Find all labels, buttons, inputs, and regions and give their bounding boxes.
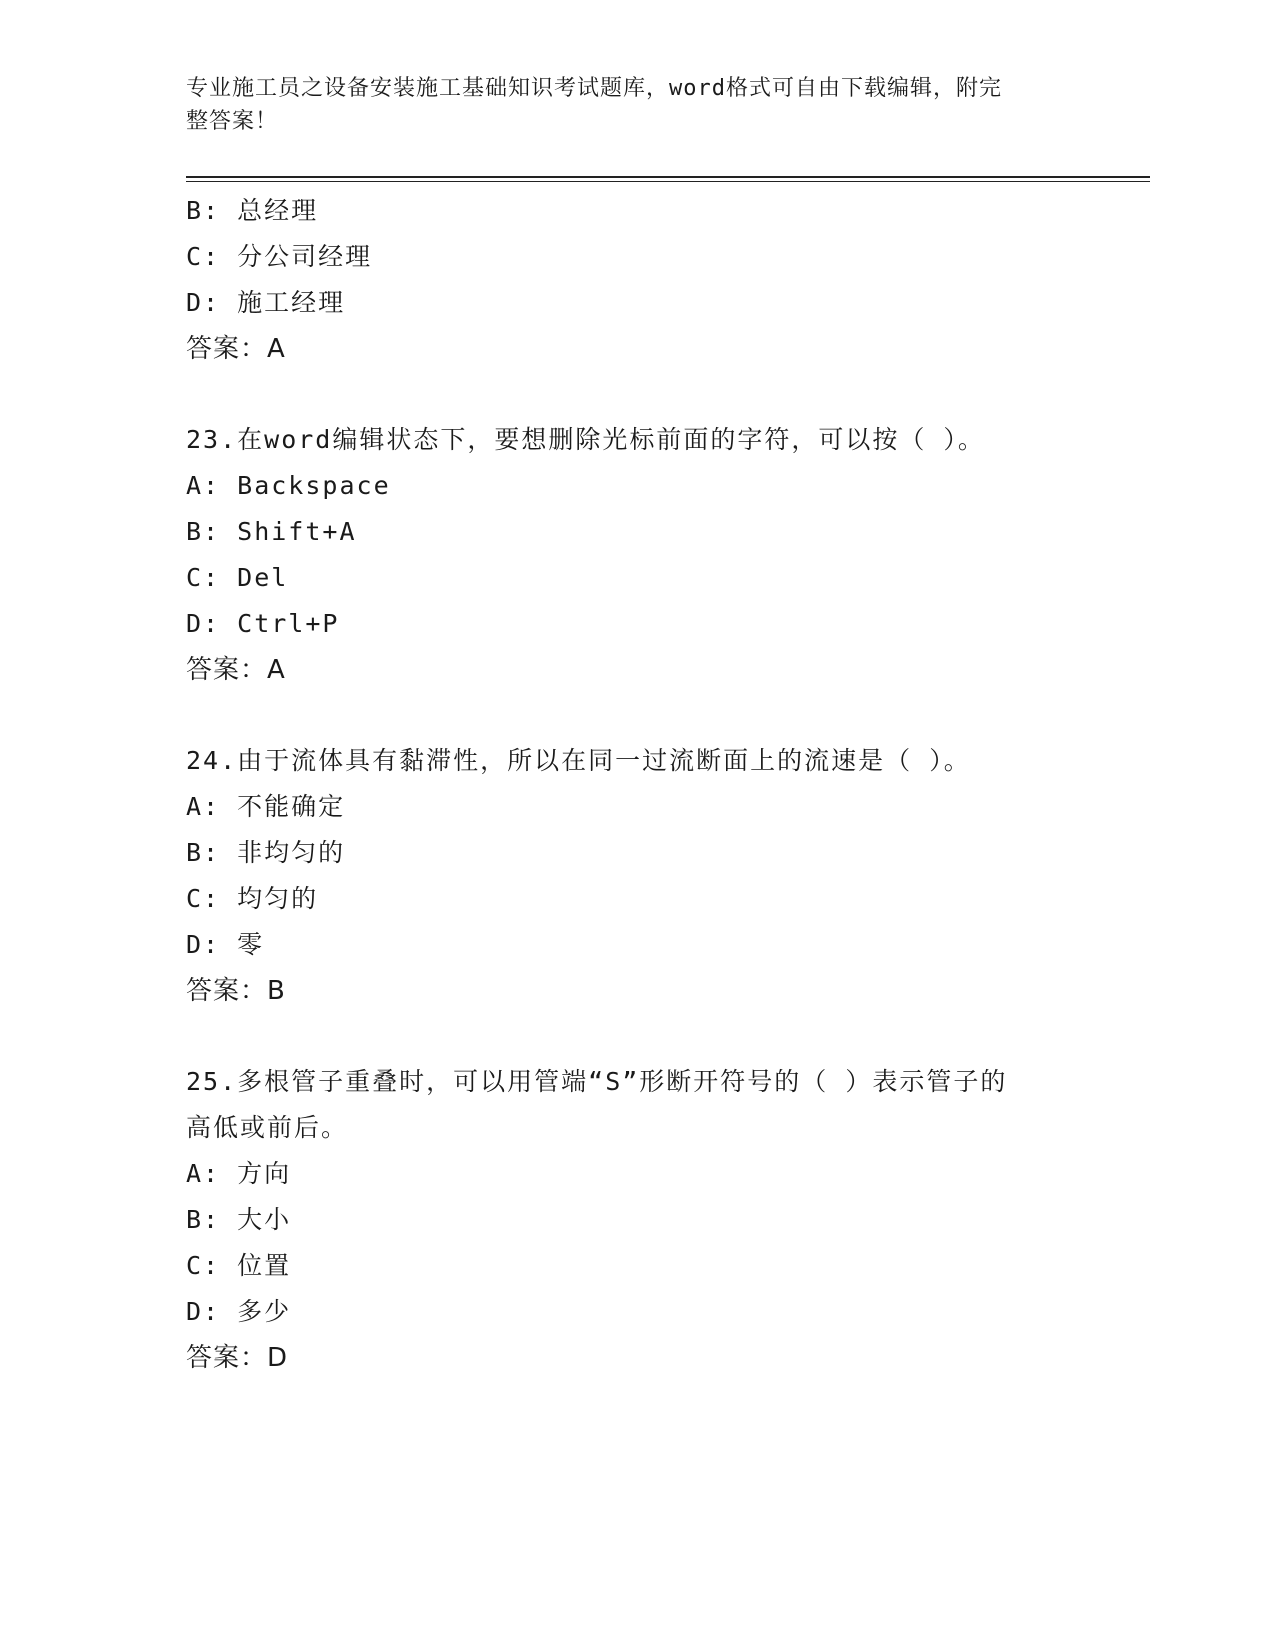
header-title-line-1: 专业施工员之设备安装施工基础知识考试题库，word格式可自由下载编辑，附完 xyxy=(186,76,1002,101)
question-block-continued xyxy=(186,188,1086,372)
option-d: D: 施工经理 xyxy=(186,288,346,317)
option-c: C: Del xyxy=(186,563,289,592)
question-text-line-2: 高低或前后。 xyxy=(186,1113,349,1142)
option-d: D: Ctrl+P xyxy=(186,609,340,638)
header-divider-thick xyxy=(186,176,1150,178)
page-header xyxy=(186,72,1066,138)
option-a: A: Backspace xyxy=(186,471,391,500)
question-list xyxy=(186,188,1086,1381)
option-d: D: 零 xyxy=(186,930,265,959)
question-block-25 xyxy=(186,1059,1086,1381)
question-text: 24.由于流体具有黏滞性，所以在同一过流断面上的流速是（ ）。 xyxy=(186,746,971,775)
option-b: B: Shift+A xyxy=(186,517,357,546)
option-c: C: 分公司经理 xyxy=(186,242,373,271)
option-a: A: 不能确定 xyxy=(186,792,346,821)
answer-line: 答案：D xyxy=(186,1343,289,1373)
option-b: B: 大小 xyxy=(186,1205,292,1234)
option-b: B: 非均匀的 xyxy=(186,838,346,867)
question-text: 23.在word编辑状态下，要想删除光标前面的字符，可以按（ ）。 xyxy=(186,425,985,454)
option-d: D: 多少 xyxy=(186,1297,292,1326)
option-c: C: 位置 xyxy=(186,1251,292,1280)
option-a: A: 方向 xyxy=(186,1159,292,1188)
header-title-line-2: 整答案！ xyxy=(186,109,279,134)
question-text-line-1: 25.多根管子重叠时，可以用管端“S”形断开符号的（ ）表示管子的 xyxy=(186,1067,1008,1096)
question-block-24 xyxy=(186,738,1086,1014)
option-c: C: 均匀的 xyxy=(186,884,319,913)
answer-line: 答案：A xyxy=(186,334,286,364)
question-block-23 xyxy=(186,417,1086,693)
option-b: B: 总经理 xyxy=(186,196,319,225)
header-divider-thin xyxy=(186,181,1150,182)
answer-line: 答案：B xyxy=(186,976,286,1006)
answer-line: 答案：A xyxy=(186,655,286,685)
